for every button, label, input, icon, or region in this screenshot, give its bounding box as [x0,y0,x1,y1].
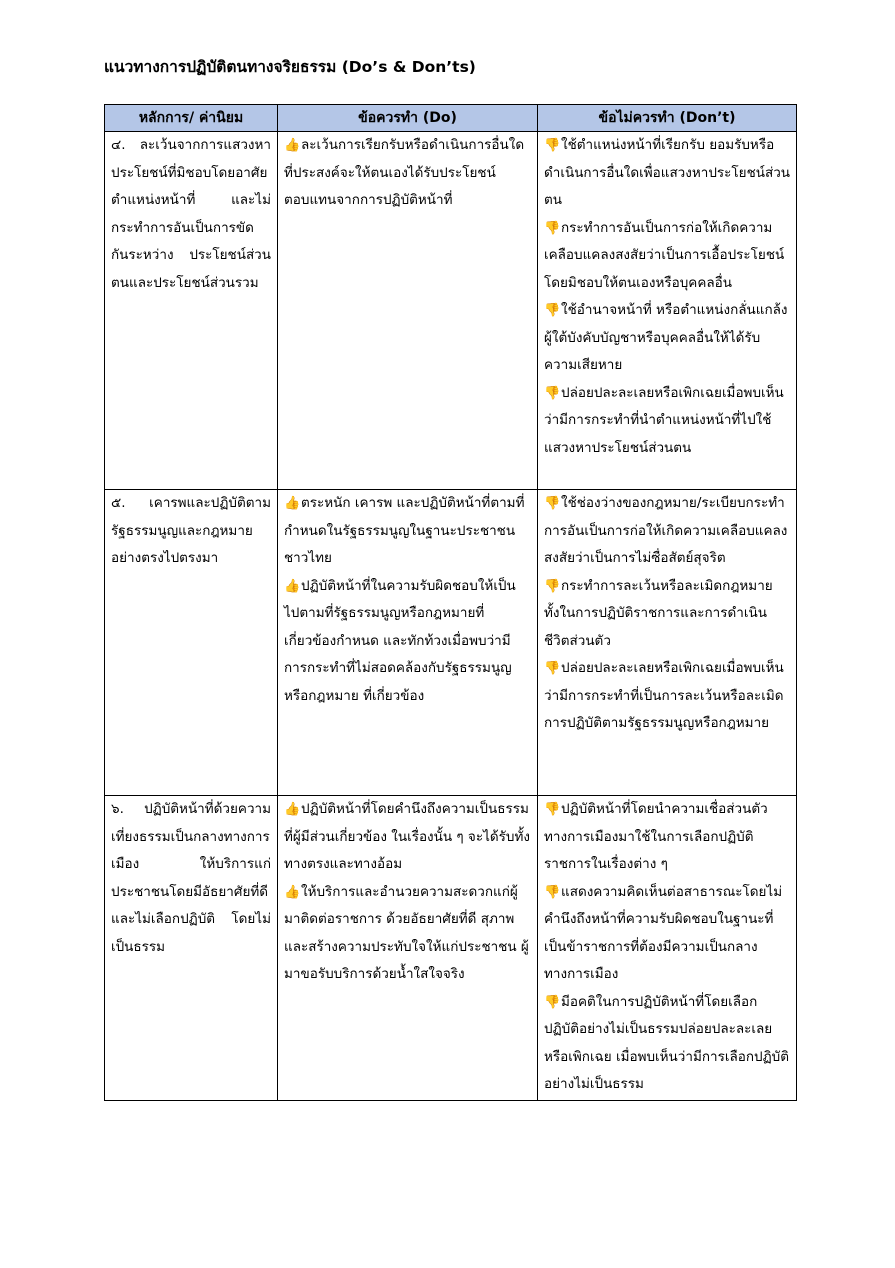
principle-cell: ๔. ละเว้นจากการแสวงหาประโยชน์ที่มิชอบโดยอาศัยตำแหน่งหน้าที่ และไม่กระทำการอันเป็นการขัดกันระหว่าง ประโยชน์ส่วนตนและประโยชน์ส่วนรวม [105,132,278,490]
do-item [284,573,531,711]
dont-item-text: กระทำการละเว้นหรือละเมิดกฎหมาย ทั้งในการปฏิบัติราชการและการดำเนินชีวิตส่วนตัว [544,577,773,649]
dont-item [544,879,790,989]
dont-item [544,655,790,738]
do-item [284,879,531,989]
thumbs-down-icon: 👎 [544,994,561,1010]
thumbs-down-icon: 👎 [544,138,561,153]
dont-item [544,132,790,215]
table-header-row [105,105,797,132]
dont-item-text: ปล่อยปละละเลยหรือเพิกเฉยเมื่อพบเห็นว่ามีการกระทำที่นำตำแหน่งหน้าที่ไปใช้ แสวงหาประโยชน์ส่วนตน [544,384,784,456]
header-dont: ข้อไม่ควรทำ (Don’t) [538,105,797,132]
thumbs-up-icon: 👍 [284,802,301,817]
dont-item [544,490,790,573]
thumbs-down-icon: 👎 [544,661,561,676]
header-principle: หลักการ/ ค่านิยม [105,105,278,132]
do-item-text: ปฏิบัติหน้าที่ในความรับผิดชอบให้เป็นไปตามที่รัฐธรรมนูญหรือกฎหมายที่เกี่ยวข้องกำหนด และทักท้วงเมื่อพบว่ามีการกระทำที่ไม่สอดคล้องกับรัฐธรรมนูญหรือกฎหมาย ที่เกี่ยวข้อง [284,577,516,704]
do-item [284,132,531,215]
principle-cell: ๕. เคารพและปฏิบัติตามรัฐธรรมนูญและกฎหมายอย่างตรงไปตรงมา [105,490,278,796]
dont-item [544,297,790,380]
dont-item-text: กระทำการอันเป็นการก่อให้เกิดความเคลือบแคลงสงสัยว่าเป็นการเอื้อประโยชน์ โดยมิชอบให้ตนเองหรือบุคคลอื่น [544,219,785,291]
do-item-text: ปฏิบัติหน้าที่โดยคำนึงถึงความเป็นธรรม ที่ผู้มีส่วนเกี่ยวข้อง ในเรื่องนั้น ๆ จะได้รับทั้งทางตรงและทางอ้อม [284,801,530,872]
table-row [105,796,797,1101]
dont-item [544,380,790,463]
dont-cell [538,796,797,1101]
dont-item-text: มีอคติในการปฏิบัติหน้าที่โดยเลือกปฏิบัติอย่างไม่เป็นธรรมปล่อยปละละเลยหรือเพิกเฉย เมื่อพบเห็นว่ามีการเลือกปฏิบัติ อย่างไม่เป็นธรรม [544,993,789,1092]
dont-item-text: ปฏิบัติหน้าที่โดยนำความเชื่อส่วนตัวทางการเมืองมาใช้ในการเลือกปฏิบัติราชการในเรื่องต่าง ๆ [544,801,768,872]
dont-item-text: ปล่อยปละละเลยหรือเพิกเฉยเมื่อพบเห็นว่ามีการกระทำที่เป็นการละเว้นหรือละเมิดการปฏิบัติตามรัฐธรรมนูญหรือกฎหมาย [544,660,784,731]
document-title: แนวทางการปฏิบัติตนทางจริยธรรม (Do’s & Don’ts) [104,58,476,76]
do-item [284,490,531,573]
principle-cell: ๖. ปฏิบัติหน้าที่ด้วยความเที่ยงธรรมเป็นกลางทางการเมือง ให้บริการแก่ประชาชนโดยมีอัธยาศัยที่ดีและไม่เลือกปฏิบัติ โดยไม่เป็นธรรม [105,796,278,1101]
dont-item [544,796,790,879]
thumbs-down-icon: 👎 [544,220,561,236]
thumbs-down-icon: 👎 [544,303,561,318]
table-row [105,490,797,796]
thumbs-down-icon: 👎 [544,385,561,401]
do-cell [278,132,538,490]
dont-item [544,573,790,656]
thumbs-down-icon: 👎 [544,802,561,817]
table-row [105,132,797,490]
thumbs-up-icon: 👍 [284,496,301,511]
do-item [284,796,531,879]
dont-item-text: ใช้ช่องว่างของกฎหมาย/ระเบียบกระทำการอันเป็นการก่อให้เกิดความเคลือบแคลง สงสัยว่าเป็นการไม่ซื่อสัตย์สุจริต [544,495,788,566]
do-cell [278,490,538,796]
thumbs-up-icon: 👍 [284,884,301,900]
dont-item [544,215,790,298]
dont-item-text: แสดงความคิดเห็นต่อสาธารณะโดยไม่ คำนึงถึงหน้าที่ความรับผิดชอบในฐานะที่เป็นข้าราชการที่ต้องมีความเป็นกลาง ทางการเมือง [544,883,783,982]
do-cell [278,796,538,1101]
header-do: ข้อควรทำ (Do) [278,105,538,132]
do-item-text: ละเว้นการเรียกรับหรือดำเนินการอื่นใด ที่ประสงค์จะให้ตนเองได้รับประโยชน์ ตอบแทนจากการปฏิบัติหน้าที่ [284,137,525,208]
do-item-text: ตระหนัก เคารพ และปฏิบัติหน้าที่ตามที่กำหนดในรัฐธรรมนูญในฐานะประชาชนชาวไทย [284,495,525,566]
dont-item-text: ใช้อำนาจหน้าที่ หรือตำแหน่งกลั่นแกล้ง ผู้ใต้บังคับบัญชาหรือบุคคลอื่นให้ได้รับความเสียหาย [544,302,788,373]
thumbs-down-icon: 👎 [544,578,561,594]
thumbs-up-icon: 👍 [284,138,301,153]
thumbs-down-icon: 👎 [544,884,561,900]
thumbs-down-icon: 👎 [544,496,561,511]
thumbs-up-icon: 👍 [284,578,301,594]
dont-cell [538,490,797,796]
do-item-text: ให้บริการและอำนวยความสะดวกแก่ผู้มาติดต่อราชการ ด้วยอัธยาศัยที่ดี สุภาพ และสร้างความประทับใจให้แก่ประชาชน ผู้มาขอรับบริการด้วยน้ำใสใจจริง [284,883,529,982]
dont-cell [538,132,797,490]
ethics-guideline-table [104,104,797,1101]
dont-item-text: ใช้ตำแหน่งหน้าที่เรียกรับ ยอมรับหรือดำเนินการอื่นใดเพื่อแสวงหาประโยชน์ส่วนตน [544,137,791,208]
dont-item [544,989,790,1099]
